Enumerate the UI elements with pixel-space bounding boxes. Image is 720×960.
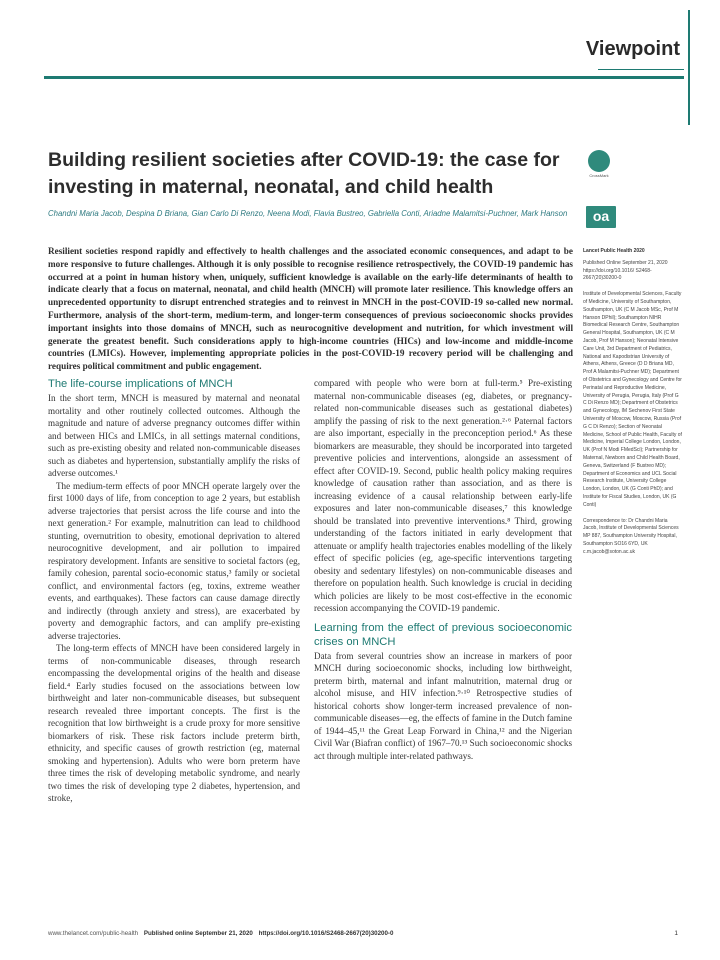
section-label: Viewpoint [585, 38, 680, 60]
publication-info[interactable]: Published Online September 21, 2020 https://doi.org/10.1016/ S2468-2667(20)30200-0 [583, 259, 668, 282]
open-access-badge: oa [586, 206, 616, 228]
crossmark-icon[interactable] [588, 150, 610, 172]
affiliations: Institute of Developmental Sciences, Faculty of Medicine, University of Southampton, Southampton, UK (C M Jacob MSc, Prof M Hanson DPhil); Southampton NIHR Biomedical Research Centre, Southampton General Hospital, Southampton, UK (C M Jacob, Prof M Hanson); Neonatal Intensive Care Unit, 3rd Department of Pediatrics, National and Kapodistrian University of Athens, Athens, Greece (D D Briana MD, Prof A Malamitsi-Puchner MD); Department of Obstetrics and Gynecology and Centre for Perinatal and Reproductive Medicine, University of Perugia, Perugia, Italy (Prof G C Di Renzo MD); Department of Obstetrics and Gynecology, IM Sechenov First State University of Moscow, Moscow, Russia (Prof G C Di Renzo); Section of Neonatal Medicine, School of Public Health, Faculty of Medicine, Imperial College London, London, UK (Prof N Modi FMedSci); Partnership for Maternal, Newborn and Child Health Board, Geneva, Switzerland (F Bustreo MD); Department of Economics and UCL Social Research Institute, University College London, London, UK (G Conti PhD); and Institute for Fiscal Studies, London, UK (G Conti) [583, 291, 682, 508]
abstract: Resilient societies respond rapidly and effectively to health challenges and the associated economic consequences, and adapt to be more responsive to future challenges. Although it is only possible to recognise resilience retrospectively, the COVID-19 pandemic has occurred at a point in human history when, uniquely, sufficient knowledge is available on the early-life determinants of health to indicate clearly that a focus on maternal, neonatal, and child health (MNCH) will promote later resilience. This knowledge offers an unprecedented opportunity to disrupt entrenched strategies and to reinvest in MNCH in the post-COVID-19 so-called new normal. Furthermore, analysis of the short-term, medium-term, and longer-term consequences of previous socioeconomic shocks provides important insights into those domains of MNCH, such as neurocognitive development and nutrition, for which investment will generate the greatest benefit. Such considerations apply to high-income countries (HICs) and low-income and middle-income countries (LMICs). However, implementing appropriate policies in the post-COVID-19 recovery period will be challenging and requires political commitment and public engagement. [48, 246, 573, 372]
header-thin-rule [598, 69, 684, 70]
crossmark-label: CrossMark [589, 173, 609, 178]
doi-link[interactable]: https://doi.org/10.1016/S2468-2667(20)30200-0 [258, 930, 394, 937]
journal-citation: Lancet Public Health 2020 [583, 248, 645, 254]
paragraph: compared with people who were born at full-term.⁵ Pre-existing maternal non-communicable diseases (eg, diabetes, or pregnancy-related non-communicable diseases such as gestational diabetes) amplify the passing of risk to the next generation.²·⁶ Paternal factors are also important, especially in the preconception period.⁶ As these biomarkers are measurable, they should be incorporated into targeted preventive policies and interventions, alongside an assessment of effect after COVID-19. Second, public health policy making requires knowledge of causation rather than association, and as there is increasing evidence of a causal relationship between early-life exposures and later non-communicable diseases,⁷ this knowledge should be translated into preventive interventions.⁸ Third, growing understanding of the factors initiated in early development that attenuate or amplify health trajectories enables modelling of the likely effect of specific policies (eg, age-specific interventions targeting obesity and sedentary lifestyles) on non-communicable diseases and therefore on population health. Such knowledge is crucial in deciding which policies are likely to be most cost-effective in the economic recession accompanying the COVID-19 pandemic. [314, 378, 572, 613]
page-number: 1 [674, 930, 678, 937]
article-sidebar [583, 248, 683, 556]
journal-url-link[interactable]: www.thelancet.com/public-health [48, 930, 139, 937]
author-list: Chandni Maria Jacob, Despina D Briana, Gian Carlo Di Renzo, Neena Modi, Flavia Bustreo, Gabriella Conti, Ariadne Malamitsi-Puchner, Mark Hanson [48, 209, 568, 218]
paragraph: Data from several countries show an increase in markers of poor MNCH during socioeconomic shocks, including low birthweight, preterm birth, maternal and infant malnutrition, maternal drug or alcohol misuse, and HIV infection.⁹·¹⁰ Retrospective studies of historical cohorts show longer-term increased prevalence of non-communicable diseases—eg, the effects of famine in the Dutch famine of 1944–45,¹¹ the Great Leap Forward in China,¹² and the Nigerian Civil War (Biafran conflict) of 1967–70.¹³ Such socioeconomic shocks act through multiple inter-related pathways. [314, 650, 572, 761]
section-heading: Learning from the effect of previous socioeconomic crises on MNCH [314, 621, 572, 648]
section-heading: The life-course implications of MNCH [48, 378, 233, 390]
paragraph: The medium-term effects of poor MNCH operate largely over the first 1000 days of life, from conception to age 2 years, but establish adverse trajectories that persist across the life course and into the next generation.² For example, malnutrition can lead to childhood stunting, overnutrition to obesity, emotional deprivation to altered neurocognitive development, and air pollution to impaired respiratory development. Infants are sensitive to societal factors (eg, family cohesion, parental socio-economic status,³ family or societal conflict, and environmental factors (eg, toxins, extreme weather events, and earthquakes). These factors can cause damage directly and indirectly (through anxiety and stress), are exacerbated by poverty and demographic factors, and can amplify pre-existing adverse trajectories. [48, 480, 300, 641]
page-footer [48, 930, 678, 937]
paragraph: The long-term effects of MNCH have been considered largely in terms of non-communicable diseases, through research encompassing the developmental origins of the health and disease field.⁴ Early studies focused on the associations between low birthweight and later non-communicable diseases, but subsequent research revealed three important concepts. The first is the recognition that low birthweight is a crude proxy for more sensitive biomarkers of risk. These risk factors include preterm birth, ethnicity, and specific causes of growth restriction (eg, maternal smoking and hypertension). Adults who were born preterm have three times the risk of developing metabolic syndrome, and nearly two times the risk of developing type 2 diabetes, hypertension, and stroke, [48, 643, 300, 803]
body-column-left [48, 377, 300, 805]
correspondence[interactable]: Correspondence to: Dr Chandni Maria Jacob, Institute of Developmental Sciences MP 887, Southampton University Hospital, Southampton SO16 6YD, UK c.m.jacob@soton.ac.uk [583, 517, 679, 555]
header-rule [44, 76, 684, 79]
footer-published: Published online September 21, 2020 [143, 930, 253, 937]
paragraph: In the short term, MNCH is measured by maternal and neonatal mortality and other routinely collected outcomes. Although the magnitude and nature of adverse pregnancy outcomes differ within and between HICs and LMICs, in all settings maternal conditions, such as pre-existing obesity and related non-communicable diseases such as diabetes and hypertension, substantially amplify the risks of adverse outcomes.¹ [48, 393, 300, 478]
body-column-right [314, 377, 572, 762]
article-title: Building resilient societies after COVID-19: the case for investing in maternal, neonatal, and child health [48, 149, 560, 198]
accent-bar [688, 10, 690, 125]
